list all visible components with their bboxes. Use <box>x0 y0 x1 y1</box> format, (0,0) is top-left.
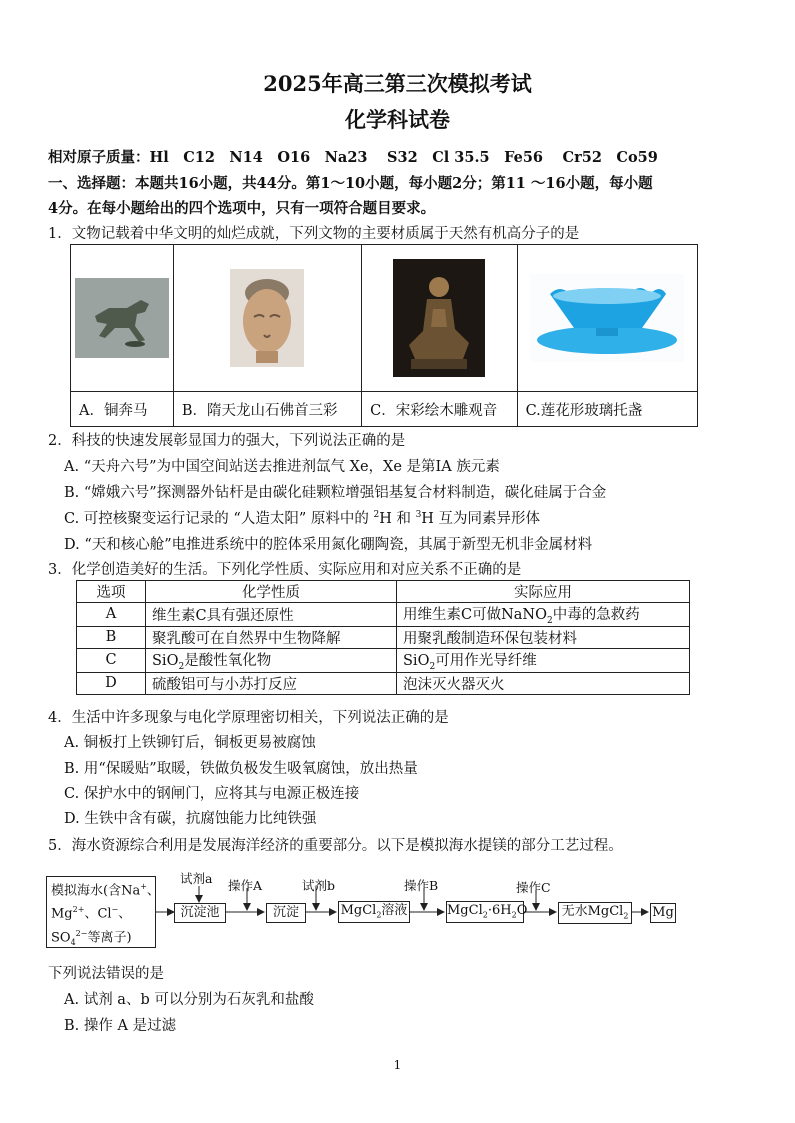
flow-reagent-b: 试剂b <box>302 878 336 893</box>
table-row <box>77 672 690 694</box>
flow-op-b: 操作B <box>404 878 439 893</box>
flow-mgcl2-hydrate: $MgCl_2\cdot 6H_2O$ <box>446 901 524 923</box>
q5-option-a: A. 试剂 a、b 可以分别为石灰乳和盐酸 <box>64 992 314 1008</box>
flow-precipitate: 沉淀 <box>266 903 306 923</box>
table-header-row <box>77 581 690 603</box>
table-row <box>77 603 690 627</box>
q3-header-option: 选项 <box>77 581 146 603</box>
glass-lotus-cup-image <box>530 274 684 362</box>
exam-title: 2025年高三第三次模拟考试 <box>263 71 532 96</box>
q4-option-c: C. 保护水中的钢闸门，应将其与电源正极连接 <box>64 786 360 802</box>
q1-image-a <box>71 245 174 392</box>
q1-option-d: C.莲花形玻璃托盏 <box>517 392 697 427</box>
q3-row-d-option: D <box>77 672 146 694</box>
q3-row-c-option: C <box>77 648 146 672</box>
q3-row-c-property: SiO$_2$是酸性氧化物 <box>146 648 397 672</box>
table-row <box>77 648 690 672</box>
q1-artifact-table <box>70 244 698 427</box>
flow-seawater-box: 模拟海水(含Na+、 $Mg^{2+}$、Cl−、 $SO_4^{2-}$等离子) <box>46 876 156 948</box>
stone-buddha-head-image <box>230 269 304 367</box>
flow-op-c: 操作C <box>516 880 551 895</box>
q1-option-b: B．隋天龙山石佛首三彩 <box>173 392 361 427</box>
q5-stem: 5．海水资源综合利用是发展海洋经济的重要部分。以下是模拟海水提镁的部分工艺过程。 <box>48 838 623 854</box>
q3-row-a-property: 维生素C具有强还原性 <box>146 603 397 627</box>
section1-instructions-1: 一、选择题：本题共16小题，共44分。第1～10小题，每小题2分；第11 ～16小题，每小题 <box>48 175 653 192</box>
exam-subtitle: 化学科试卷 <box>345 107 450 132</box>
q4-option-a: A. 铜板打上铁铆钉后，铜板更易被腐蚀 <box>64 735 316 751</box>
wooden-guanyin-image <box>393 259 485 377</box>
page-number: 1 <box>393 1058 402 1072</box>
q4-stem: 4．生活中许多现象与电化学原理密切相关，下列说法正确的是 <box>48 710 449 726</box>
q2-option-d: D. “天和核心舱”电推进系统中的腔体采用氮化硼陶瓷，其属于新型无机非金属材料 <box>64 537 593 553</box>
q3-row-b-option: B <box>77 626 146 648</box>
table-row <box>77 626 690 648</box>
mg-extraction-flowchart <box>46 866 746 956</box>
q3-row-b-property: 聚乳酸可在自然界中生物降解 <box>146 626 397 648</box>
q2-stem: 2．科技的快速发展彰显国力的强大，下列说法正确的是 <box>48 433 406 449</box>
q3-row-b-application: 用聚乳酸制造环保包装材料 <box>397 626 690 648</box>
flow-mgcl2-solution: MgCl$_2$溶液 <box>338 901 410 923</box>
atomic-masses: 相对原子质量：Hl C12 N14 O16 Na23 S32 Cl 35.5 Fe56 Cr52 Co59 <box>48 149 658 166</box>
flow-settling-tank: 沉淀池 <box>174 903 226 923</box>
q3-table <box>76 580 690 695</box>
q1-option-c: C．宋彩绘木雕观音 <box>362 392 518 427</box>
q2-option-c: C. 可控核聚变运行记录的 “人造太阳” 原料中的 $^2$H 和 $^3$H 互为同素异形体 <box>64 510 541 527</box>
q3-row-d-property: 硫酸铝可与小苏打反应 <box>146 672 397 694</box>
q1-stem: 1．文物记载着中华文明的灿烂成就，下列文物的主要材质属于天然有机高分子的是 <box>48 226 580 242</box>
q2-option-b: B. “嫦娥六号”探测器外钻杆是由碳化硅颗粒增强铝基复合材料制造，碳化硅属于合金 <box>64 485 607 501</box>
q1-option-a: A．铜奔马 <box>71 392 174 427</box>
q5-option-b: B. 操作 A 是过滤 <box>64 1018 177 1034</box>
q5-prompt: 下列说法错误的是 <box>48 966 164 982</box>
q3-row-a-option: A <box>77 603 146 627</box>
q3-header-application: 实际应用 <box>397 581 690 603</box>
flow-magnesium: Mg <box>650 903 676 923</box>
q3-row-d-application: 泡沫灭火器灭火 <box>397 672 690 694</box>
q1-image-b <box>173 245 361 392</box>
q3-header-property: 化学性质 <box>146 581 397 603</box>
q4-option-d: D. 生铁中含有碳，抗腐蚀能力比纯铁强 <box>64 811 317 827</box>
q4-option-b: B. 用“保暖贴”取暖，铁做负极发生吸氧腐蚀，放出热量 <box>64 761 418 777</box>
flow-reagent-a: 试剂a <box>180 871 213 886</box>
q3-stem: 3．化学创造美好的生活。下列化学性质、实际应用和对应关系不正确的是 <box>48 562 522 578</box>
q3-row-a-application: 用维生素C可做NaNO$_2$中毒的急救药 <box>397 603 690 627</box>
q2-option-a: A. “天舟六号”为中国空间站送去推进剂氙气 Xe，Xe 是第ⅠA 族元素 <box>64 459 500 475</box>
q3-row-c-application: SiO$_2$可用作光导纤维 <box>397 648 690 672</box>
flow-anhydrous-mgcl2: 无水MgCl$_2$ <box>558 902 632 924</box>
q1-image-c <box>362 245 518 392</box>
bronze-horse-image <box>75 278 169 358</box>
flow-op-a: 操作A <box>228 878 263 893</box>
q1-image-d <box>517 245 697 392</box>
section1-instructions-2: 4分。在每小题给出的四个选项中，只有一项符合题目要求。 <box>48 200 436 217</box>
